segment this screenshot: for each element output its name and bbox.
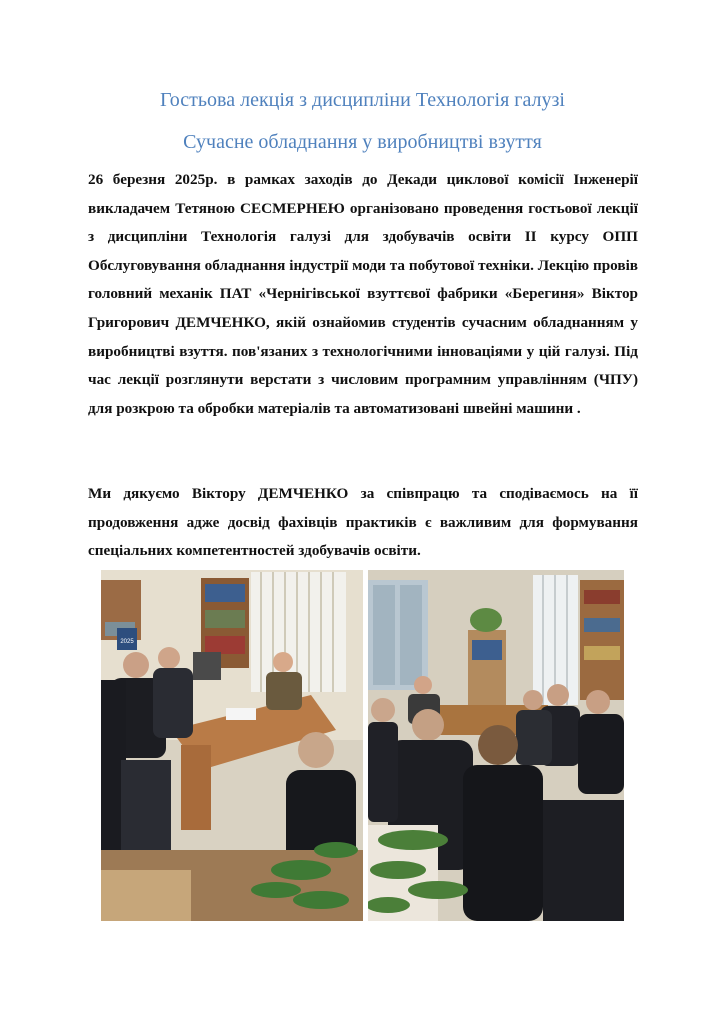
calendar-text: 2025 — [120, 639, 134, 645]
lecture-description-paragraph: 26 березня 2025р. в рамках заходів до Декади циклової комісії Інженерії викладачем Тетяною СЕСМЕРНЕЮ організовано проведення гостьової лекції з дисципліни Технологія галузі для здобувачів освіти ІІ курсу ОПП Обслуговування обладнання індустрії моди та побутової техніки. Лекцію провів головний механік ПАТ «Чернігівської взуттєвої фабрики «Берегиня» Віктор Григорович ДЕМЧЕНКО, якій ознайомив студентів сучасним обладнанням у виробництві взуття. пов'язаних з технологічними інноваціями у цій галузі. Під час лекції розглянути верстати з числовим програмним управлінням (ЧПУ) для розкрою та обробки матеріалів та автоматизовані швейні машини . — [88, 171, 638, 417]
lecture-photo-right-image — [368, 570, 624, 921]
document-subtitle: Сучасне обладнання у виробництві взуття — [183, 131, 542, 153]
document-title: Гостьова лекція з дисципліни Технологія галузі — [160, 89, 565, 111]
lecture-photo-left — [101, 570, 363, 921]
lecture-photo-right — [368, 570, 624, 921]
lecture-photo-left-image — [101, 570, 363, 921]
thanks-paragraph: Ми дякуємо Віктору ДЕМЧЕНКО за співпрацю та сподіваємось на її продовження адже досвід фахівців практиків є важливим для формування спеціальних компетентностей здобувачів освіти. — [88, 485, 638, 560]
